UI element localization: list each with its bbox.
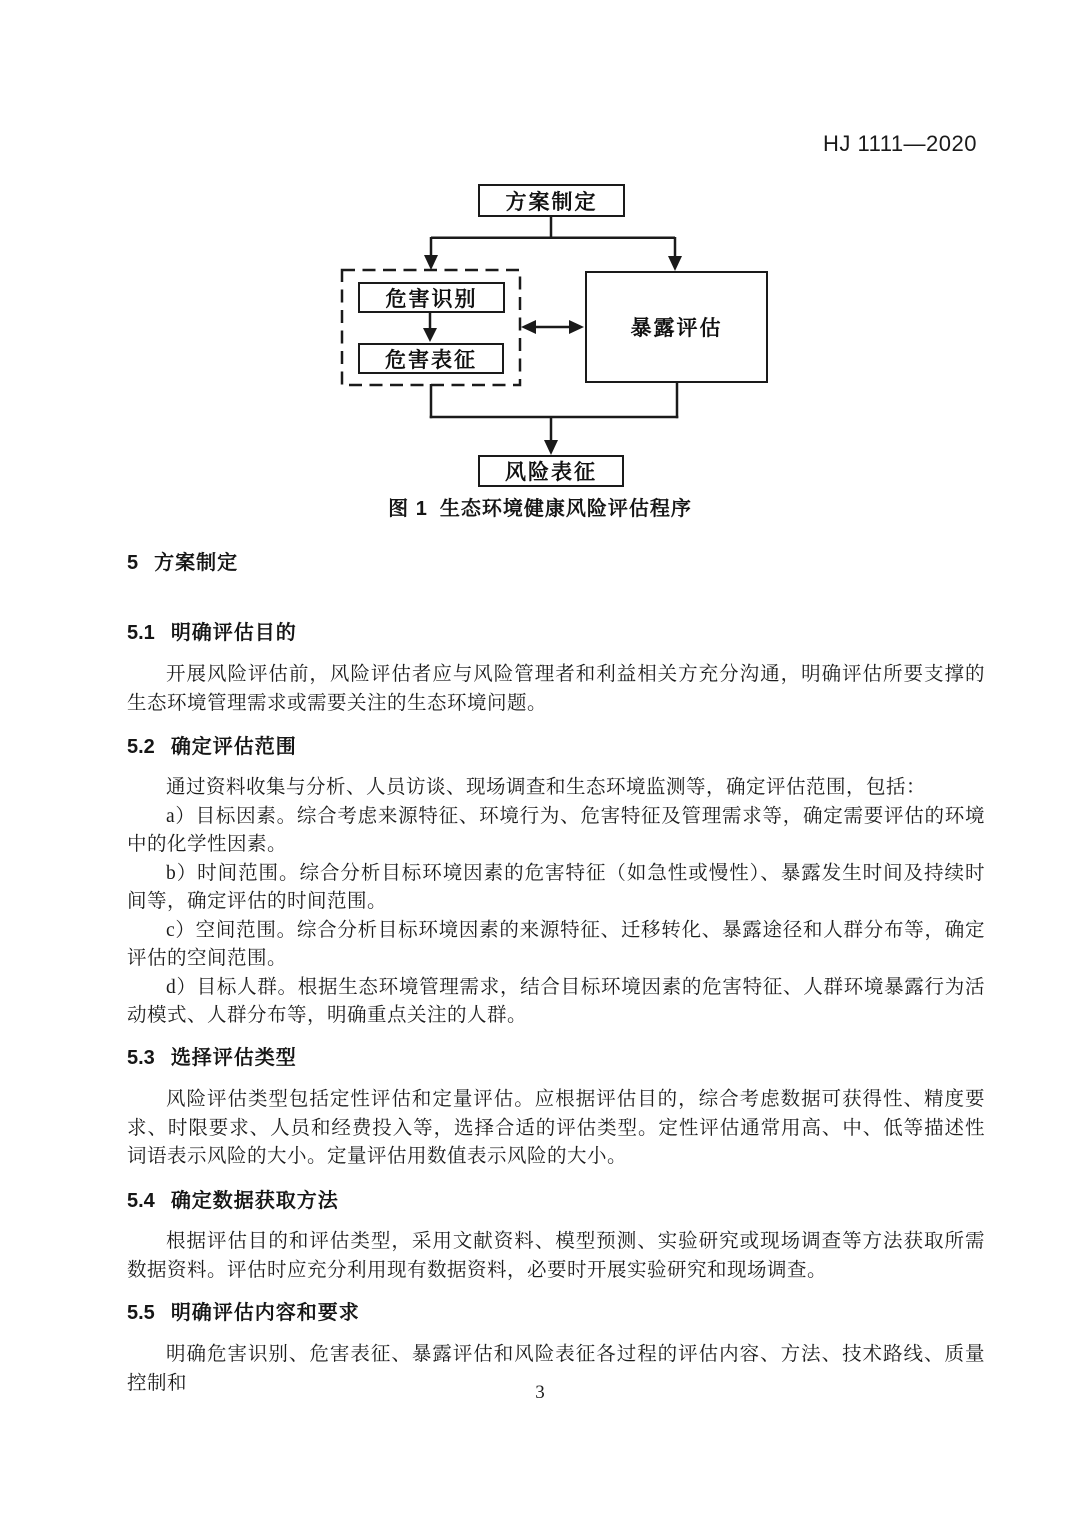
section-5-number: 5 [127, 552, 139, 574]
flowchart-node-hazard-identification: 危害识别 [358, 282, 505, 313]
doc-number: HJ 1111—2020 [823, 131, 977, 156]
paragraph: 根据评估目的和评估类型，采用文献资料、模型预测、实验研究或现场调查等方法获取所需数据资料。评估时应充分利用现有数据资料，必要时开展实验研究和现场调查。 [127, 1231, 985, 1281]
section-5-2-number: 5.2 [127, 736, 155, 758]
section-5-4-number: 5.4 [127, 1190, 155, 1212]
list-item-a: a）目标因素。综合考虑来源特征、环境行为、危害特征及管理需求等，确定需要评估的环境中的化学性因素。 [127, 805, 985, 855]
section-5-1-number: 5.1 [127, 622, 155, 644]
section-5-heading [127, 551, 987, 575]
section-5-5-heading [127, 1301, 987, 1325]
figure-caption-label: 图 1 [388, 498, 428, 520]
section-5-4-body [127, 1228, 985, 1285]
section-5-title: 方案制定 [154, 552, 239, 574]
section-5-1-body [127, 661, 985, 718]
section-5-4-heading [127, 1189, 987, 1213]
section-5-4-title: 确定数据获取方法 [170, 1190, 339, 1212]
list-item-c: c）空间范围。综合分析目标环境因素的来源特征、迁移转化、暴露途径和人群分布等，确定评估的空间范围。 [127, 919, 985, 969]
section-5-3-body [127, 1086, 985, 1172]
section-5-3-title: 选择评估类型 [170, 1047, 297, 1069]
section-5-1-title: 明确评估目的 [170, 622, 297, 644]
paragraph: 通过资料收集与分析、人员访谈、现场调查和生态环境监测等，确定评估范围，包括： [166, 777, 927, 798]
paragraph: 开展风险评估前，风险评估者应与风险管理者和利益相关方充分沟通，明确评估所要支撑的生态环境管理需求或需要关注的生态环境问题。 [127, 664, 985, 714]
arrowhead-hchar-top [423, 328, 437, 342]
page-number: 3 [535, 1382, 545, 1403]
arrowhead-risk-top [544, 440, 558, 455]
arrowhead-bidir-left [521, 320, 536, 334]
flowchart-node-hazard-characterization: 危害表征 [358, 343, 504, 374]
flowchart-connectors [0, 0, 1080, 530]
figure-caption-title: 生态环境健康风险评估程序 [439, 498, 692, 520]
section-5-2-title: 确定评估范围 [170, 736, 297, 758]
flowchart-node-plan: 方案制定 [478, 184, 625, 217]
section-5-3-heading [127, 1046, 987, 1070]
section-5-5-title: 明确评估内容和要求 [170, 1302, 360, 1324]
arrowhead-exposure-top [668, 256, 682, 271]
arrowhead-bidir-right [569, 320, 584, 334]
section-5-5-number: 5.5 [127, 1302, 155, 1324]
paragraph: 风险评估类型包括定性评估和定量评估。应根据评估目的，综合考虑数据可获得性、精度要求、时限要求、人员和经费投入等，选择合适的评估类型。定性评估通常用高、中、低等描述性词语表示风险的大小。定量评估用数值表示风险的大小。 [127, 1089, 985, 1167]
figure-caption [0, 492, 1080, 521]
list-item-b: b）时间范围。综合分析目标环境因素的危害特征（如急性或慢性）、暴露发生时间及持续时间等，确定评估的时间范围。 [127, 862, 985, 912]
paragraph: 明确危害识别、危害表征、暴露评估和风险表征各过程的评估内容、方法、技术路线、质量控制和 [127, 1344, 985, 1394]
flowchart-node-risk-characterization: 风险表征 [478, 455, 624, 487]
section-5-2-heading [127, 735, 987, 759]
arrowhead-dashed-top [424, 255, 438, 270]
section-5-2-body [127, 774, 985, 1031]
section-5-3-number: 5.3 [127, 1047, 155, 1069]
list-item-d: d）目标人群。根据生态环境管理需求，结合目标环境因素的危害特征、人群环境暴露行为活动模式、人群分布等，明确重点关注的人群。 [127, 976, 985, 1026]
section-5-1-heading [127, 621, 987, 645]
flowchart-node-exposure-assessment: 暴露评估 [585, 271, 768, 383]
